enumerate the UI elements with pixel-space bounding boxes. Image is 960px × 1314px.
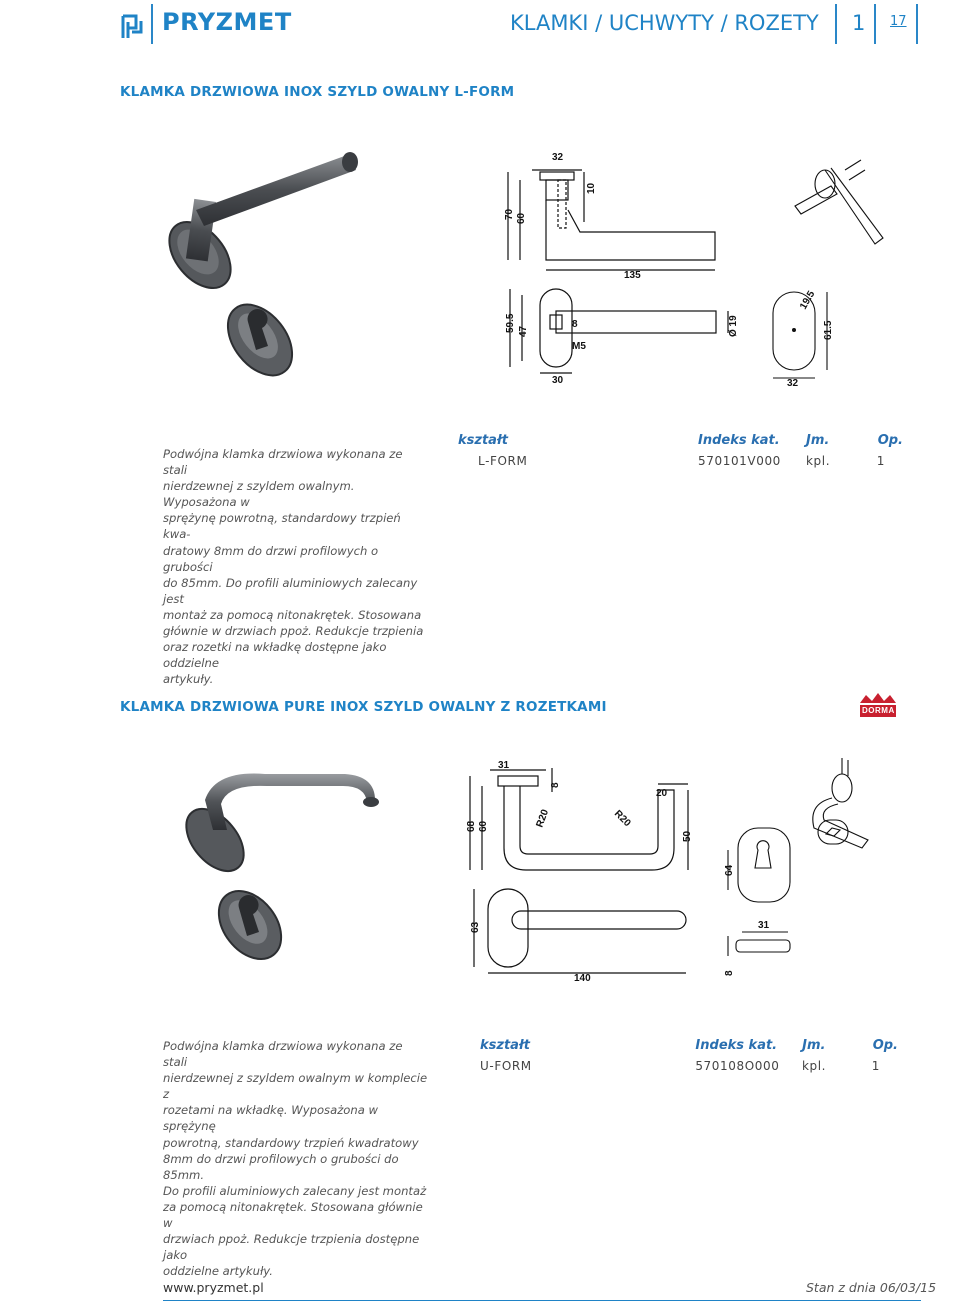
u-form-side-drawing: [462, 758, 702, 888]
table-cell: 570108O000: [695, 1059, 780, 1073]
dim-label: 61.5: [823, 320, 834, 340]
column-header: Indeks kat.: [695, 1038, 778, 1053]
l-form-handle-image: [160, 140, 400, 380]
header-divider: [916, 4, 918, 44]
column-header: Indeks kat.: [698, 433, 780, 448]
dim-label: R20: [611, 808, 633, 830]
product-description: Podwójna klamka drzwiowa wykonana ze stali nierdzewnej z szyldem owalnym. Wyposażona w sprężynę powrotną, standardowy trzpień kwa- dratowy 8mm do drzwi profilowych o grubości do 85mm. Do profili aluminiowych zalecany jest montaż za pomocą nitonakrętek. Stosowana głównie w drzwiach ppoż. Redukcje trzpienia oraz rozetki na wkładkę dostępne jako oddzielne artykuły.: [163, 447, 424, 687]
dim-label: 60: [478, 820, 489, 832]
table-cell: 570101V000: [698, 454, 781, 468]
section-number: 1: [852, 11, 866, 35]
dim-label: 135: [624, 270, 641, 281]
footer-website-link[interactable]: www.pryzmet.pl: [163, 1280, 264, 1295]
footer-date: Stan z dnia 06/03/15: [806, 1280, 937, 1295]
product-title: KLAMKA DRZWIOWA INOX SZYLD OWALNY L-FORM: [120, 84, 515, 100]
column-header: Jm.: [806, 433, 830, 448]
column-header: Op.: [877, 433, 903, 448]
product-title: KLAMKA DRZWIOWA PURE INOX SZYLD OWALNY Z ROZETKAMI: [120, 699, 607, 715]
dim-label: 140: [574, 973, 591, 984]
table-row: [458, 454, 903, 468]
dim-label: 50: [682, 830, 693, 842]
dim-label: 63: [470, 921, 481, 933]
dim-label: 60: [516, 212, 527, 224]
dim-label: 31: [498, 760, 510, 771]
dim-label: 30: [552, 375, 564, 386]
dim-label: R20: [534, 808, 552, 830]
product-description: Podwójna klamka drzwiowa wykonana ze stali nierdzewnej z szyldem owalnym w komplecie z rozetami na wkładkę. Wyposażona w sprężynę powrotną, standardowy trzpień kwadratowy 8mm do drzwi profilowych o grubości do 85mm. Do profili aluminiowych zalecany jest montaż za pomocą nitonakrętek. Stosowana głównie w drzwiach ppoż. Redukcje trzpienia dostępne jako oddzielne artykuły.: [163, 1039, 428, 1279]
dim-label: 32: [787, 378, 799, 389]
u-form-handle-image: [175, 760, 395, 970]
spec-table: [480, 1038, 898, 1073]
dim-label: 10: [586, 182, 597, 194]
column-header: kształt: [480, 1038, 531, 1053]
brand-name[interactable]: PRYZMET: [162, 8, 292, 36]
table-header: [480, 1038, 898, 1053]
l-form-rose-drawing: [765, 150, 895, 389]
dim-label: 59.5: [505, 313, 516, 333]
pryzmet-logo-icon: [120, 12, 144, 40]
dim-label: 32: [552, 152, 564, 163]
table-header: [458, 433, 903, 448]
table-cell: kpl.: [806, 454, 831, 468]
table-cell: U-FORM: [480, 1059, 532, 1073]
dim-label: 64: [724, 864, 735, 876]
dim-label: M5: [572, 341, 586, 352]
header-divider: [835, 4, 837, 44]
column-header: Jm.: [802, 1038, 826, 1053]
l-form-side-drawing: [500, 150, 730, 280]
dim-label: Ø 19: [728, 315, 739, 337]
table-cell: 1: [871, 1059, 881, 1073]
dim-label: 68: [466, 820, 477, 832]
dim-label: 47: [518, 325, 529, 337]
page-category-title: KLAMKI / UCHWYTY / ROZETY: [510, 11, 819, 35]
dim-label: 20: [656, 788, 668, 799]
footer-divider: [163, 1300, 921, 1301]
dim-label: 31: [758, 920, 770, 931]
table-cell: L-FORM: [478, 454, 528, 468]
header-divider: [151, 4, 153, 44]
dim-label: 8: [550, 782, 561, 788]
dim-label: 8: [572, 319, 578, 330]
table-cell: 1: [876, 454, 885, 468]
l-form-front-drawing: [500, 285, 740, 385]
dorma-logo-text: DORMA: [862, 706, 895, 715]
dim-label: 19.5: [798, 289, 818, 312]
column-header: kształt: [458, 433, 509, 448]
column-header: Op.: [872, 1038, 898, 1053]
dim-label: 70: [504, 208, 515, 220]
header-divider: [874, 4, 876, 44]
dim-label: 8: [724, 970, 735, 976]
table-cell: kpl.: [801, 1059, 827, 1073]
u-form-front-drawing: [462, 885, 702, 985]
page-number: 17: [890, 14, 907, 29]
table-row: [480, 1059, 898, 1073]
u-form-rose-drawing: [722, 758, 872, 983]
spec-table: [458, 433, 903, 468]
